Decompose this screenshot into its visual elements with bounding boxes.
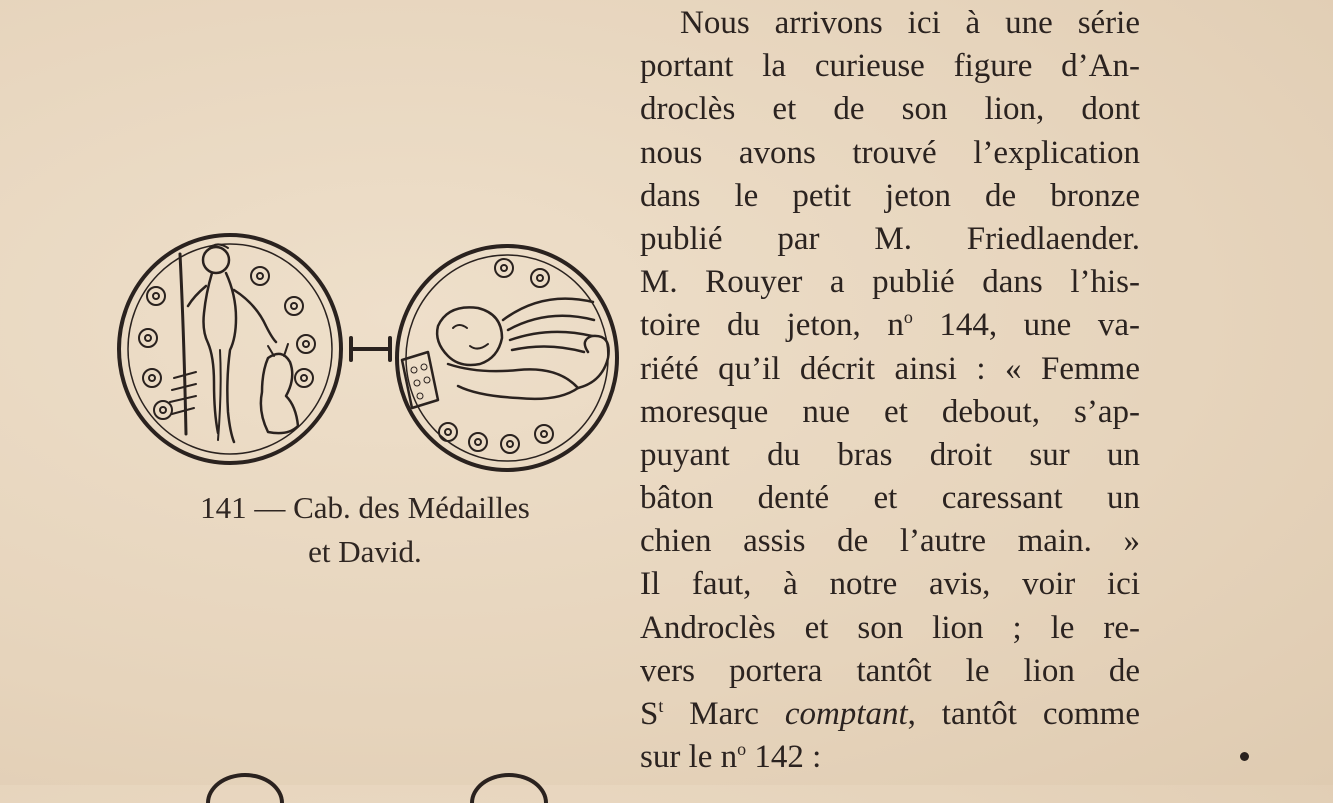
next-coin-top-icon bbox=[206, 773, 284, 803]
text-fragment: 142 : bbox=[746, 739, 822, 776]
text-line-9: riété qu’il décrit ainsi : « Femme bbox=[640, 350, 1140, 387]
reverse-coin-icon bbox=[397, 246, 617, 470]
connector-bar-icon bbox=[351, 338, 390, 360]
body-text bbox=[640, 2, 1140, 779]
text-line-6: publié par M. Friedlaender. bbox=[640, 220, 1140, 257]
text-fragment: toire du jeton, n bbox=[640, 307, 904, 344]
superscript: t bbox=[658, 696, 664, 716]
text-line-3: droclès et de son lion, dont bbox=[640, 91, 1140, 128]
text-line-1: Nous arrivons ici à une série bbox=[680, 5, 1140, 41]
text-fragment: Marc bbox=[663, 696, 785, 732]
text-line-7: M. Rouyer a publié dans l’his- bbox=[640, 264, 1140, 301]
text-line-12: bâton denté et caressant un bbox=[640, 480, 1140, 517]
text-fragment: S bbox=[640, 696, 659, 732]
text-line-16: vers portera tantôt le lion de bbox=[640, 652, 1140, 689]
text-line-8 bbox=[640, 304, 1140, 347]
coin-figure bbox=[108, 228, 628, 478]
text-line-13: chien assis de l’autre main. » bbox=[640, 523, 1140, 560]
text-line-15: Androclès et son lion ; le re- bbox=[640, 609, 1140, 646]
caption-line-2: et David. bbox=[308, 534, 422, 569]
text-fragment: 144, une va- bbox=[912, 307, 1140, 344]
text-line-14: Il faut, à notre avis, voir ici bbox=[640, 566, 1140, 603]
superscript: o bbox=[737, 739, 747, 760]
next-coin-top-icon bbox=[470, 773, 548, 803]
text-fragment: , tantôt comme bbox=[907, 696, 1140, 732]
text-line-4: nous avons trouvé l’explication bbox=[640, 134, 1140, 171]
text-fragment: sur le n bbox=[640, 739, 738, 776]
obverse-coin-icon bbox=[119, 235, 341, 463]
coin-illustration bbox=[108, 228, 628, 478]
text-line-2: portant la curieuse figure d’An- bbox=[640, 48, 1140, 85]
speck-icon bbox=[1240, 752, 1249, 761]
superscript: o bbox=[903, 307, 913, 328]
text-line-10: moresque nue et debout, s’ap- bbox=[640, 393, 1140, 430]
text-line-5: dans le petit jeton de bronze bbox=[640, 177, 1140, 214]
caption-line-1: 141 — Cab. des Médailles bbox=[200, 490, 530, 525]
figure-caption bbox=[135, 486, 595, 574]
text-line-17 bbox=[640, 693, 1140, 736]
italic-word: comptant bbox=[784, 696, 908, 732]
text-line-11: puyant du bras droit sur un bbox=[640, 436, 1140, 473]
text-line-18 bbox=[640, 736, 1140, 779]
